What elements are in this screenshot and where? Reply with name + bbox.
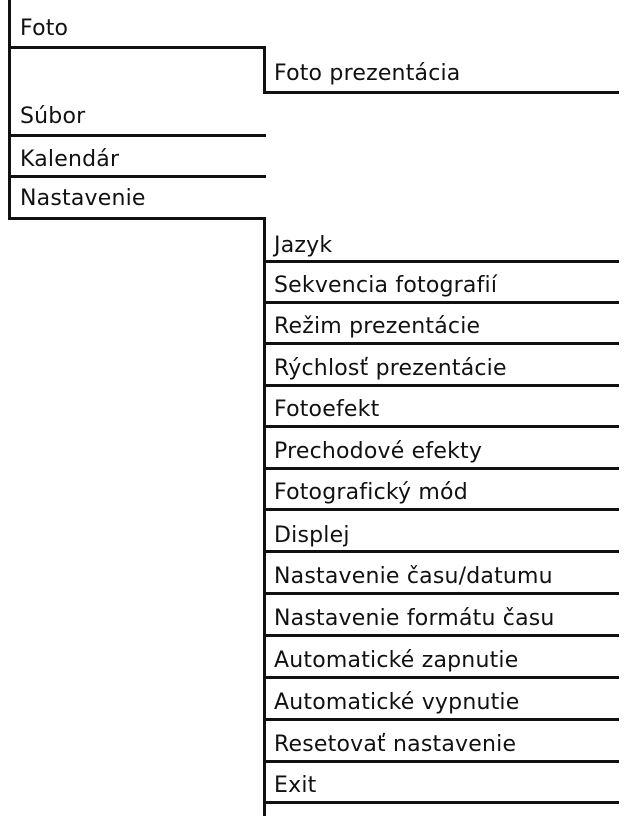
divider-subor <box>8 134 266 137</box>
divider-nastavenie-casu-datumu <box>263 592 619 595</box>
divider-fotoefekt <box>263 425 619 428</box>
submenu-item-nastavenie-casu-datumu[interactable]: Nastavenie času/datumu <box>274 564 553 589</box>
foto-submenu-vertical-line <box>263 46 266 94</box>
menu-item-kalendar[interactable]: Kalendár <box>20 147 120 172</box>
menu-item-subor[interactable]: Súbor <box>20 104 86 129</box>
submenu-item-automaticke-zapnutie[interactable]: Automatické zapnutie <box>274 648 519 673</box>
divider-rezim-prezentacie <box>263 342 619 345</box>
submenu-item-sekvencia-fotografii[interactable]: Sekvencia fotografií <box>274 273 498 298</box>
root-vertical-line <box>8 0 11 220</box>
divider-jazyk <box>263 260 619 263</box>
divider-fotograficky-mod <box>263 508 619 511</box>
divider-displej <box>263 550 619 553</box>
submenu-item-exit[interactable]: Exit <box>274 773 317 798</box>
submenu-item-displej[interactable]: Displej <box>274 523 350 548</box>
nastavenie-submenu-vertical-line <box>263 217 266 816</box>
divider-kalendar <box>8 175 266 178</box>
submenu-item-fotoefekt[interactable]: Fotoefekt <box>274 397 380 422</box>
divider-foto-prezentacia <box>263 91 619 94</box>
submenu-item-prechodove-efekty[interactable]: Prechodové efekty <box>274 439 483 464</box>
divider-resetovat-nastavenie <box>263 760 619 763</box>
divider-exit <box>263 801 619 804</box>
divider-foto <box>8 46 266 49</box>
divider-automaticke-vypnutie <box>263 718 619 721</box>
divider-nastavenie <box>8 217 266 220</box>
submenu-item-automaticke-vypnutie[interactable]: Automatické vypnutie <box>274 690 520 715</box>
divider-automaticke-zapnutie <box>263 676 619 679</box>
submenu-item-nastavenie-formatu-casu[interactable]: Nastavenie formátu času <box>274 606 555 631</box>
submenu-item-rezim-prezentacie[interactable]: Režim prezentácie <box>274 314 481 339</box>
submenu-item-resetovat-nastavenie[interactable]: Resetovať nastavenie <box>274 732 517 757</box>
divider-prechodove-efekty <box>263 467 619 470</box>
menu-item-foto[interactable]: Foto <box>20 16 69 41</box>
submenu-item-rychlost-prezentacie[interactable]: Rýchlosť prezentácie <box>274 356 507 381</box>
submenu-item-fotograficky-mod[interactable]: Fotografický mód <box>274 480 468 505</box>
submenu-item-jazyk[interactable]: Jazyk <box>274 233 333 258</box>
divider-sekvencia-fotografii <box>263 301 619 304</box>
submenu-item-foto-prezentacia[interactable]: Foto prezentácia <box>274 61 461 86</box>
divider-rychlost-prezentacie <box>263 384 619 387</box>
menu-item-nastavenie[interactable]: Nastavenie <box>20 186 146 211</box>
divider-nastavenie-formatu-casu <box>263 634 619 637</box>
